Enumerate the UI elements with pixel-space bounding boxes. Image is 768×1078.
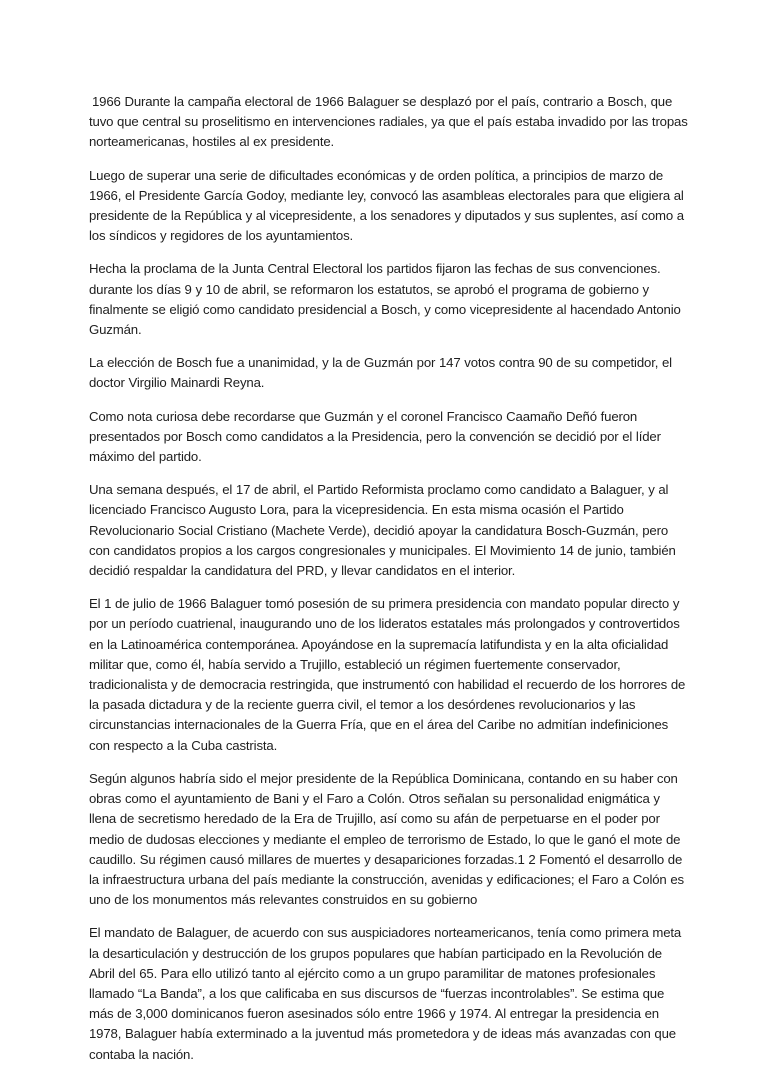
paragraph-balaguer-mandate: El mandato de Balaguer, de acuerdo con sus auspiciadores norteamericanos, tenía como primera meta la desarticulación y destrucción de los grupos populares que habían participado en la Revolución de Abril del 65. Para ello utilizó tanto al ejército como a un grupo paramilitar de matones profesionales llamado “La Banda”, a los que calificaba en sus discursos de “fuerzas incontrolables”. Se estima que más de 3,000 dominicanos fueron asesinados sólo entre 1966 y 1974. Al entregar la presidencia en 1978, Balaguer había exterminado a la juventud más prometedora y de ideas más avanzadas con que contaba la nación. [89, 925, 682, 1062]
paragraph-electoral-assemblies: Luego de superar una serie de dificultades económicas y de orden política, a principios de marzo de 1966, el Presidente García Godoy, mediante ley, convocó las asambleas electorales para que eligiera al presidente de la República y al vicepresidente, a los senadores y diputados y sus suplentes, así como a los síndicos y regidores de los ayuntamientos. [89, 167, 684, 244]
document-body [89, 92, 689, 1078]
paragraph-reformist-party: Una semana después, el 17 de abril, el Partido Reformista proclamo como candidato a Balaguer, y al licenciado Francisco Augusto Lora, para la vicepresidencia. En esta misma ocasión el Partido Revolucionario Social Cristiano (Machete Verde), decidió apoyar la candidatura Bosch-Guzmán, pero con candidatos propios a los cargos congresionales y municipales. El Movimiento 14 de junio, también decidió respaldar la candidatura del PRD, y llevar candidatos en el interior. [89, 482, 676, 579]
paragraph-party-conventions: Hecha la proclama de la Junta Central Electoral los partidos fijaron las fechas de sus convenciones. durante los días 9 y 10 de abril, se reformaron los estatutos, se aprobó el programa de gobierno y finalmente se eligió como candidato presidencial a Bosch, y como vicepresidente al hacendado Antonio Guzmán. [89, 261, 681, 338]
paragraph-1966-campaign: 1966 Durante la campaña electoral de 1966 Balaguer se desplazó por el país, contrario a Bosch, que tuvo que central su proselitismo en intervenciones radiales, ya que el país estaba invadido por las tropas norteamericanas, hostiles al ex presidente. [89, 94, 688, 150]
paragraph-bosch-election: La elección de Bosch fue a unanimidad, y la de Guzmán por 147 votos contra 90 de su competidor, el doctor Virgilio Mainardi Reyna. [89, 355, 672, 391]
paragraph-balaguer-presidency: El 1 de julio de 1966 Balaguer tomó posesión de su primera presidencia con mandato popular directo y por un período cuatrienal, inaugurando uno de los lideratos estatales más prolongados y controvertidos en la Latinoamérica contemporánea. Apoyándose en la supremacía latifundista y en la alta oficialidad militar que, como él, había servido a Trujillo, estableció un régimen fuertemente conservador, tradicionalista y de democracia restringida, que instrumentó con habilidad el recuerdo de los horrores de la pasada dictadura y de la reciente guerra civil, el temor a los desórdenes revolucionarios y las circunstancias internacionales de la Guerra Fría, que en el área del Caribe no admitían indefiniciones con respecto a la Cuba castrista. [89, 596, 686, 753]
paragraph-curious-note: Como nota curiosa debe recordarse que Guzmán y el coronel Francisco Caamaño Deñó fueron presentados por Bosch como candidatos a la Presidencia, pero la convención se decidió por el líder máximo del partido. [89, 408, 661, 465]
paragraph-balaguer-legacy: Según algunos habría sido el mejor presidente de la República Dominicana, contando en su haber con obras como el ayuntamiento de Bani y el Faro a Colón. Otros señalan su personalidad enigmática y llena de secretismo heredado de la Era de Trujillo, así como su afán de perpetuarse en el poder por medio de dudosas elecciones y mediante el empleo de terrorismo de Estado, lo que le ganó el mote de caudillo. Su régimen causó millares de muertes y desapariciones forzadas.1 2 Fomentó el desarrollo de la infraestructura urbana del país mediante la construcción, avenidas y edificaciones; el Faro a Colón es uno de los monumentos más relevantes construidos en su gobierno [89, 770, 684, 908]
